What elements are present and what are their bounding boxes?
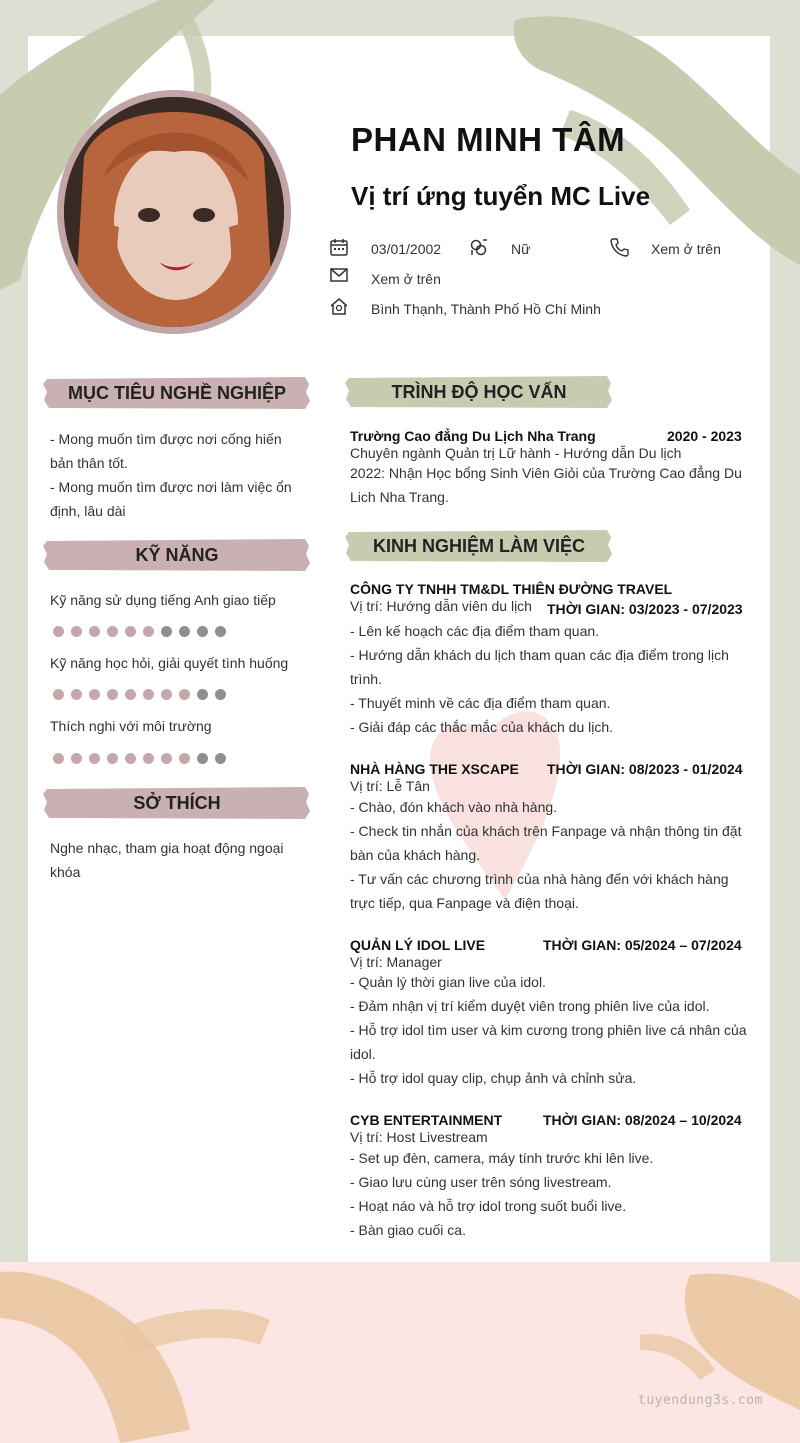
job-duties xyxy=(350,619,729,739)
rating-dot-empty xyxy=(215,626,226,637)
phone: Xem ở trên xyxy=(651,241,721,257)
skill-name: Kỹ năng sử dụng tiếng Anh giao tiếp xyxy=(50,592,276,608)
rating-dot-empty xyxy=(197,753,208,764)
objective-text xyxy=(50,427,292,523)
rating-dot-filled xyxy=(143,753,154,764)
skill-rating xyxy=(53,624,233,636)
rating-dot-filled xyxy=(125,753,136,764)
phone-icon xyxy=(609,237,629,257)
rating-dot-filled xyxy=(161,689,172,700)
rating-dot-filled xyxy=(71,626,82,637)
job-duty-line: - Giao lưu cùng user trên sóng livestream. xyxy=(350,1174,612,1190)
education-heading xyxy=(345,375,613,409)
rating-dot-empty xyxy=(197,626,208,637)
rating-dot-filled xyxy=(107,753,118,764)
rating-dot-filled xyxy=(125,626,136,637)
job-company: NHÀ HÀNG THE XSCAPE xyxy=(350,761,519,777)
job-duty-line: - Hỗ trợ idol quay clip, chụp ảnh và chỉnh sửa. xyxy=(350,1070,637,1086)
objective-line: - Mong muốn tìm được nơi cống hiến xyxy=(50,431,282,447)
birthdate: 03/01/2002 xyxy=(371,241,442,257)
job-duty-line: - Đảm nhận vị trí kiểm duyệt viên trong phiên live của idol. xyxy=(350,998,710,1014)
rating-dot-filled xyxy=(161,753,172,764)
education-title: TRÌNH ĐỘ HỌC VẤN xyxy=(391,382,567,402)
objective-heading xyxy=(43,376,311,410)
rating-dot-filled xyxy=(143,626,154,637)
education-major: Chuyên ngành Quản trị Lữ hành - Hướng dẫn Du lịch xyxy=(350,445,682,461)
job-duty-line: - Hướng dẫn khách du lịch tham quan các địa điểm trong lịch xyxy=(350,647,729,663)
education-period: 2020 - 2023 xyxy=(667,428,742,444)
job-time: THỜI GIAN: 08/2024 – 10/2024 xyxy=(543,1112,742,1128)
job-time: THỜI GIAN: 03/2023 - 07/2023 xyxy=(547,601,743,617)
job-duty-line: - Hỗ trợ idol tìm user và kim cương trong phiên live cá nhân của xyxy=(350,1022,747,1038)
objective-title: MỤC TIÊU NGHỀ NGHIỆP xyxy=(67,383,286,403)
gender: Nữ xyxy=(511,241,531,257)
school-name: Trường Cao đẳng Du Lịch Nha Trang xyxy=(350,428,596,444)
job-company: CYB ENTERTAINMENT xyxy=(350,1112,503,1128)
education-note-line: 2022: Nhận Học bổng Sinh Viên Giỏi của Trường Cao đẳng Du xyxy=(350,465,742,481)
job-duty-line: - Thuyết minh về các địa điểm tham quan. xyxy=(350,695,611,711)
skills-title: KỸ NĂNG xyxy=(135,545,219,565)
job-company: CÔNG TY TNHH TM&DL THIÊN ĐƯỜNG TRAVEL xyxy=(350,581,673,597)
job-duty-line: - Set up đèn, camera, máy tính trước khi lên live. xyxy=(350,1150,654,1166)
objective-line: định, lâu dài xyxy=(50,503,126,519)
email: Xem ở trên xyxy=(371,271,441,287)
skill-rating xyxy=(53,687,233,699)
rating-dot-filled xyxy=(89,626,100,637)
applied-position: Vị trí ứng tuyển MC Live xyxy=(351,181,651,211)
job-duties xyxy=(350,795,742,915)
hobbies-line: Nghe nhạc, tham gia hoạt động ngoại xyxy=(50,840,284,856)
skill-rating xyxy=(53,751,233,763)
education-note xyxy=(350,461,742,509)
job-duty-line: - Quản lý thời gian live của idol. xyxy=(350,974,546,990)
hobbies-text xyxy=(50,836,284,884)
experience-heading xyxy=(345,529,613,563)
job-duty-line: - Check tin nhắn của khách trên Fanpage và nhận thông tin đặt xyxy=(350,823,742,839)
rating-dot-empty xyxy=(161,626,172,637)
job-duty-line: - Giải đáp các thắc mắc của khách du lịch. xyxy=(350,719,614,735)
objective-line: bản thân tốt. xyxy=(50,455,128,471)
skill-name: Kỹ năng học hỏi, giải quyết tình huống xyxy=(50,655,289,671)
address: Bình Thạnh, Thành Phố Hồ Chí Minh xyxy=(371,301,601,317)
rating-dot-filled xyxy=(179,689,190,700)
job-duty-line: bàn của khách hàng. xyxy=(350,847,480,863)
job-time: THỜI GIAN: 05/2024 – 07/2024 xyxy=(543,937,742,953)
rating-dot-empty xyxy=(197,689,208,700)
candidate-name: PHAN MINH TÂM xyxy=(351,121,626,158)
experience-title: KINH NGHIỆM LÀM VIỆC xyxy=(372,536,585,556)
job-duty-line: trực tiếp, qua Fanpage và điện thoại. xyxy=(350,895,579,911)
rating-dot-filled xyxy=(107,626,118,637)
education-note-line: Lich Nha Trang. xyxy=(350,489,449,505)
job-company: QUẢN LÝ IDOL LIVE xyxy=(350,937,486,953)
rating-dot-filled xyxy=(125,689,136,700)
rating-dot-empty xyxy=(179,626,190,637)
rating-dot-filled xyxy=(53,753,64,764)
hobbies-title: SỞ THÍCH xyxy=(133,793,221,813)
skill-name: Thích nghi với môi trường xyxy=(50,718,212,734)
rating-dot-filled xyxy=(143,689,154,700)
job-duty-line: idol. xyxy=(350,1046,376,1062)
email-icon xyxy=(329,265,349,285)
job-duty-line: - Hoạt náo và hỗ trợ idol trong suốt buổi live. xyxy=(350,1198,627,1214)
job-duty-line: trình. xyxy=(350,671,382,687)
job-duties xyxy=(350,970,747,1090)
job-position: Vị trí: Host Livestream xyxy=(350,1129,488,1145)
job-position: Vị trí: Manager xyxy=(350,954,442,970)
rating-dot-filled xyxy=(89,689,100,700)
rating-dot-empty xyxy=(215,689,226,700)
job-time: THỜI GIAN: 08/2023 - 01/2024 xyxy=(547,761,743,777)
objective-line: - Mong muốn tìm được nơi làm việc ổn xyxy=(50,479,292,495)
hobbies-line: khóa xyxy=(50,864,81,880)
rating-dot-filled xyxy=(71,689,82,700)
job-position: Vị trí: Hướng dẫn viên du lịch xyxy=(350,598,532,614)
rating-dot-filled xyxy=(71,753,82,764)
rating-dot-filled xyxy=(107,689,118,700)
job-duty-line: - Chào, đón khách vào nhà hàng. xyxy=(350,799,558,815)
job-position: Vị trí: Lễ Tân xyxy=(350,778,430,794)
job-duty-line: - Tư vấn các chương trình của nhà hàng đến với khách hàng xyxy=(350,871,729,887)
hobbies-heading xyxy=(43,786,311,820)
rating-dot-filled xyxy=(53,626,64,637)
rating-dot-filled xyxy=(89,753,100,764)
gender-icon xyxy=(468,237,488,257)
rating-dot-filled xyxy=(179,753,190,764)
skills-heading xyxy=(43,538,311,572)
calendar-icon xyxy=(329,237,349,257)
job-duties xyxy=(350,1146,653,1242)
avatar xyxy=(64,97,284,327)
home-location-icon xyxy=(329,296,349,316)
rating-dot-filled xyxy=(53,689,64,700)
job-duty-line: - Bàn giao cuối ca. xyxy=(350,1222,466,1238)
watermark: tuyendung3s.com xyxy=(638,1393,763,1408)
job-duty-line: - Lên kế hoạch các địa điểm tham quan. xyxy=(350,623,600,639)
rating-dot-empty xyxy=(215,753,226,764)
